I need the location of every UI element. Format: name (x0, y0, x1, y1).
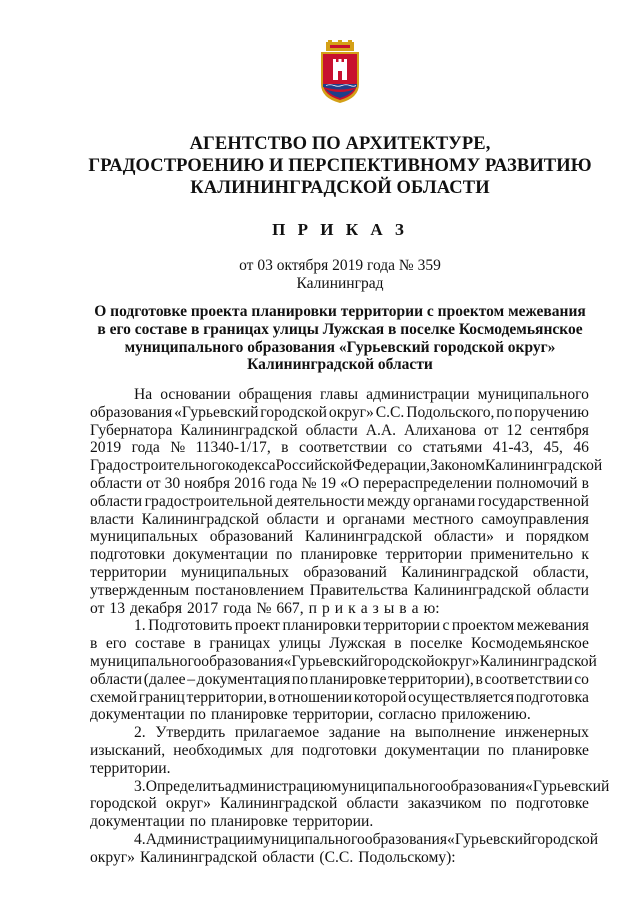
body-line: в его составе в границах улицы Лужская в поселке Космодемьянское (90, 635, 589, 653)
body-line: 2019 года № 11340-1/17, в соответствии со статьями 41-43, 45, 46 (90, 439, 589, 457)
body-line: 1. Подготовить проект планировки территории с проектом межевания (134, 617, 589, 635)
body-line: схемой границ территории, в отношении которой осуществляется подготовка (90, 688, 589, 706)
document-date-number: от 03 октября 2019 года № 359 (239, 257, 441, 274)
subject-line: муниципального образования «Гурьевский городской округ» (124, 338, 556, 356)
body-line: Градостроительного кодекса Российской Федерации, Законом Калининградской (90, 457, 603, 475)
body-line: изысканий, необходимых для подготовки документации по планировке (90, 741, 589, 759)
agency-name (80, 133, 600, 199)
body-line: территории муниципальных образований Калининградской области, (90, 563, 589, 581)
body-line: территории. (90, 759, 171, 777)
agency-line: ГРАДОСТРОЕНИЮ И ПЕРСПЕКТИВНОМУ РАЗВИТИЮ (88, 156, 592, 176)
body-line: утвержденным постановлением Правительства Калининградской области (90, 581, 589, 599)
body-line: образования «Гурьевский городской округ» С.С. Подольского, по поручению (90, 403, 589, 421)
subject-line: в его составе в границах улицы Лужская в поселке Космодемьянское (97, 320, 583, 338)
body-line: Губернатора Калининградской области А.А. Алиханова от 12 сентября (90, 421, 589, 439)
body-line: муниципальных образований Калининградской области» и порядком (90, 528, 589, 546)
body-line: округ» Калининградской области (С.С. Подольскому): (90, 848, 456, 866)
body-line: документации по планировке территории. (90, 813, 374, 831)
document-subject (80, 303, 600, 374)
document-body (90, 386, 610, 867)
body-line: 3. Определить администрацию муниципального образования «Гурьевский (134, 777, 610, 795)
body-line: 2. Утвердить прилагаемое задание на выполнение инженерных (134, 724, 589, 742)
subject-line: Калининградской области (247, 356, 433, 374)
body-line: подготовки документации по планировке территории применительно к (90, 546, 589, 564)
kaliningrad-coat-of-arms-icon (318, 40, 362, 104)
agency-line: АГЕНТСТВО ПО АРХИТЕКТУРЕ, (189, 134, 491, 154)
document-city: Калининград (296, 275, 384, 292)
body-line: власти Калининградской области и органами местного самоуправления (90, 510, 589, 528)
body-line: муниципального образования «Гурьевский городской округ» Калининградской (90, 652, 597, 670)
document-type-title: П Р И К А З (272, 220, 408, 239)
body-line: области от 30 ноября 2016 года № 19 «О перераспределении полномочий в (90, 474, 589, 492)
body-line: 4. Администрации муниципального образования «Гурьевский городской (134, 830, 599, 848)
body-line: от 13 декабря 2017 года № 667, п р и к а з ы в а ю: (90, 599, 440, 617)
body-line: На основании обращения главы администрации муниципального (134, 386, 589, 403)
body-line: области (далее – документация по планировке территории), в соответствии со (90, 670, 589, 688)
body-line: документации по планировке территории, согласно приложению. (90, 706, 531, 724)
document-date-block (80, 257, 600, 293)
body-line: области градостроительной деятельности между органами государственной (90, 492, 589, 510)
subject-line: О подготовке проекта планировки территории с проектом межевания (94, 303, 586, 320)
agency-line: КАЛИНИНГРАДСКОЙ ОБЛАСТИ (190, 178, 490, 198)
body-line: городской округ» Калининградской области заказчиком по подготовке (90, 795, 589, 813)
